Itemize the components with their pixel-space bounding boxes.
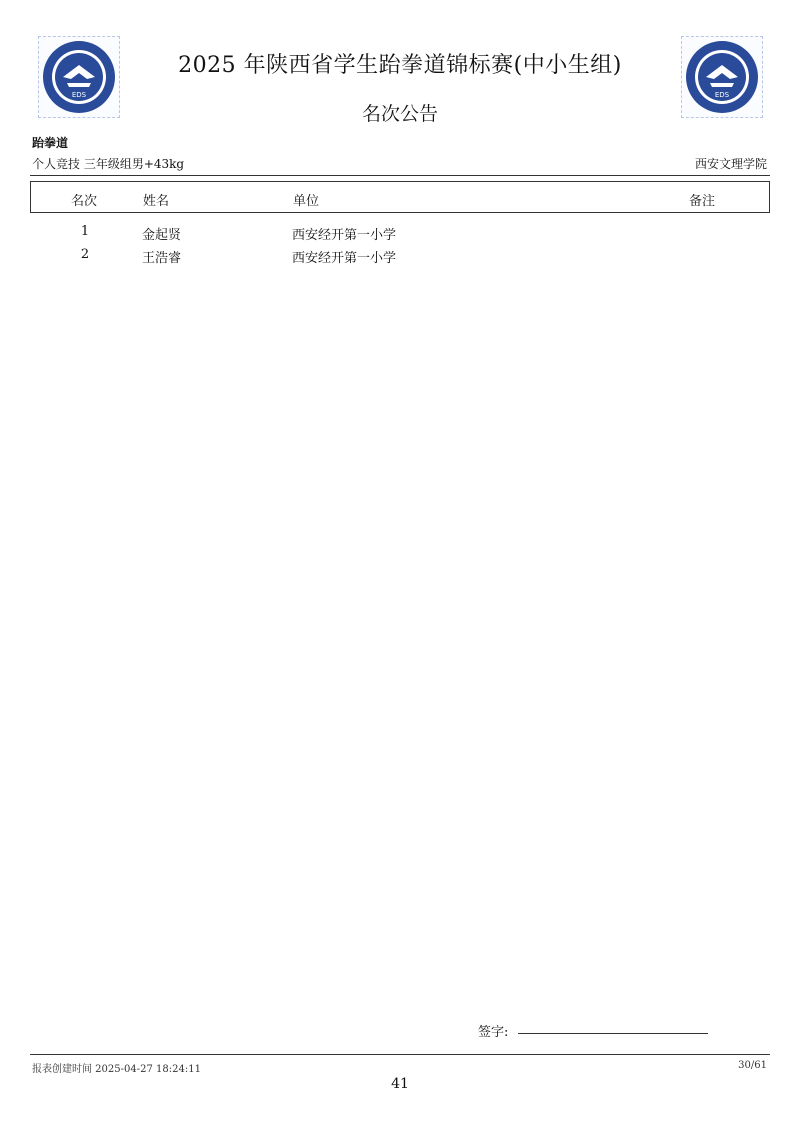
venue-label: 西安文理学院 bbox=[694, 157, 767, 171]
header-divider bbox=[30, 175, 770, 176]
unit-cell: 西安经开第一小学 bbox=[292, 228, 397, 243]
header-note: 备注 bbox=[689, 194, 716, 209]
svg-text:EDS: EDS bbox=[71, 91, 87, 99]
page-title: 2025 年陕西省学生跆拳道锦标赛(中小生组) bbox=[178, 53, 622, 78]
report-created-time: 报表创建时间 2025-04-27 18:24:11 bbox=[32, 1064, 201, 1075]
svg-text:EDS: EDS bbox=[714, 91, 730, 99]
header-unit: 单位 bbox=[293, 194, 320, 209]
sport-label: 跆拳道 bbox=[32, 136, 69, 150]
event-label: 个人竞技 三年级组男+43kg bbox=[32, 157, 185, 171]
table-header bbox=[30, 181, 770, 213]
header-name: 姓名 bbox=[143, 194, 170, 209]
footer-divider bbox=[30, 1054, 770, 1055]
page-fraction: 30/61 bbox=[738, 1060, 767, 1071]
name-cell: 王浩睿 bbox=[142, 251, 182, 266]
signature-label: 签字: bbox=[478, 1025, 509, 1040]
header-rank: 名次 bbox=[71, 194, 98, 209]
page-number: 41 bbox=[391, 1076, 409, 1092]
name-cell: 金起贤 bbox=[142, 228, 182, 243]
page-subtitle: 名次公告 bbox=[361, 103, 438, 125]
unit-cell: 西安经开第一小学 bbox=[292, 251, 397, 266]
rank-cell: 1 bbox=[80, 224, 90, 239]
table-row bbox=[30, 222, 770, 245]
table-row bbox=[30, 245, 770, 268]
results-table bbox=[30, 222, 770, 268]
signature-line bbox=[518, 1033, 708, 1034]
rank-cell: 2 bbox=[80, 247, 90, 262]
